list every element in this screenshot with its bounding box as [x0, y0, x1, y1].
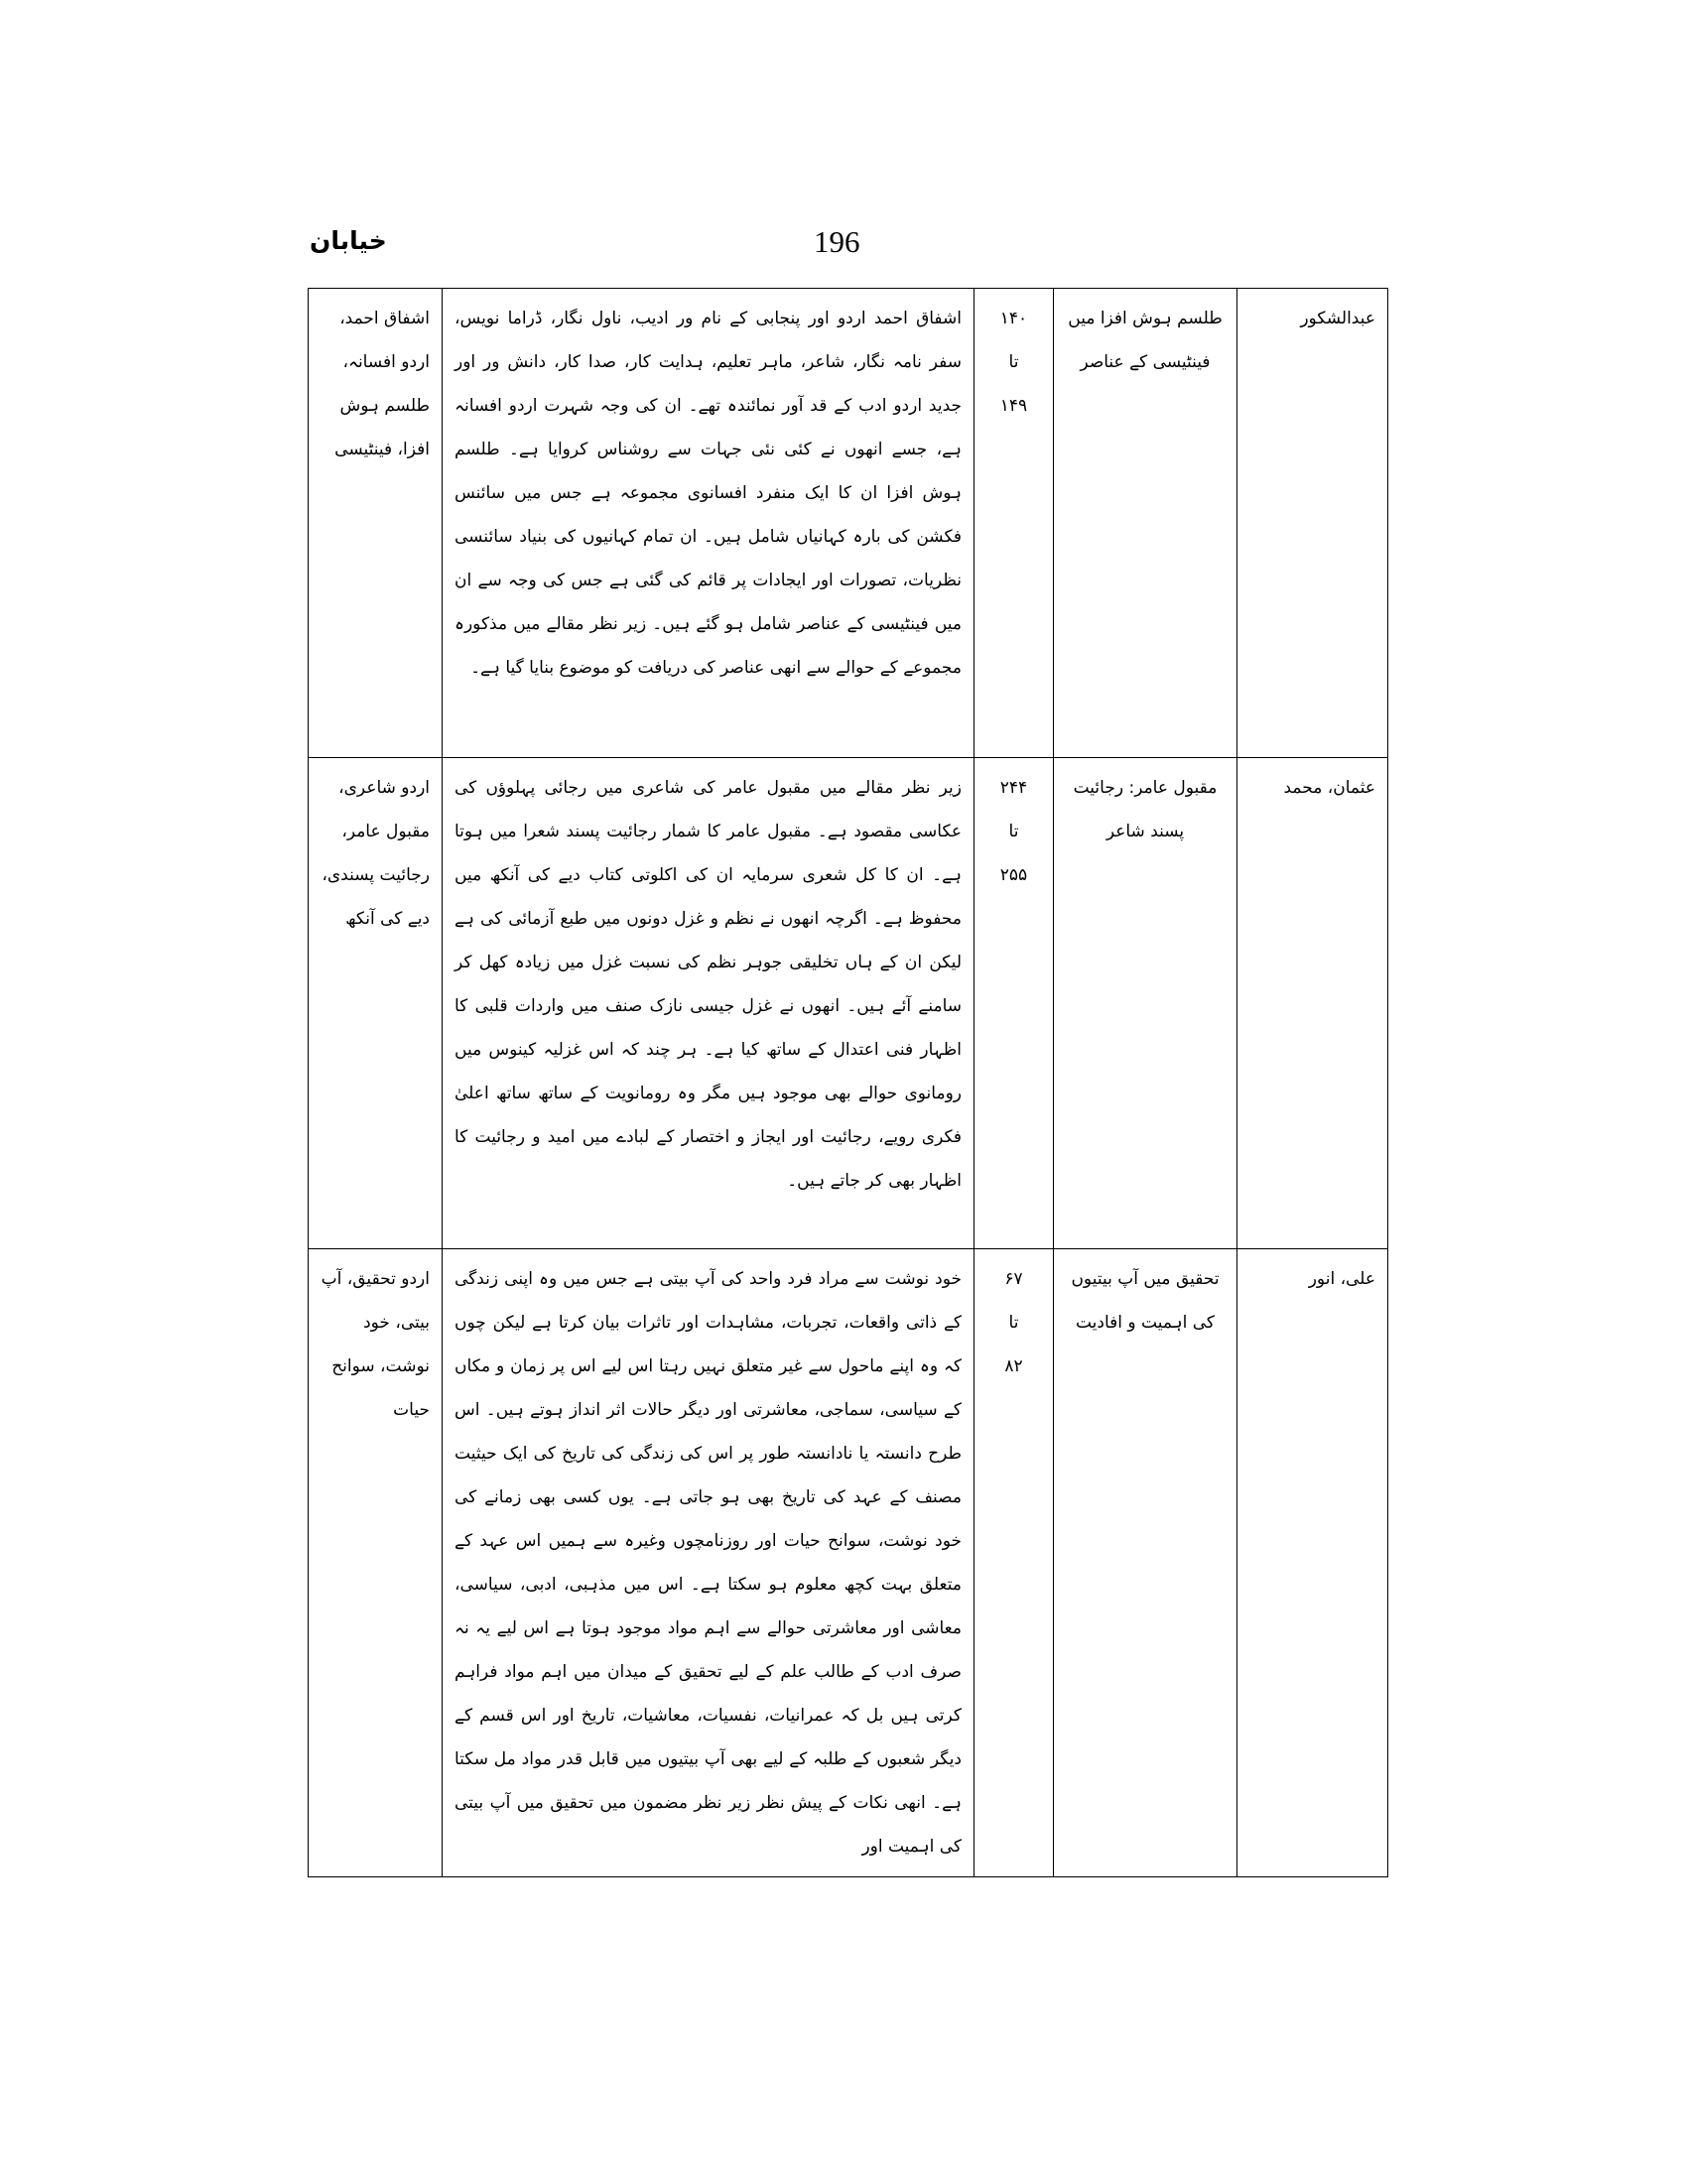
author-cell: عثمان، محمد [1237, 758, 1388, 1249]
title-cell: طلسم ہوش افزا میں فینٹیسی کے عناصر [1054, 289, 1237, 758]
keywords-cell: اردو تحقیق، آپ بیتی، خود نوشت، سوانح حیات [309, 1249, 443, 1877]
page-to: تا [1008, 352, 1019, 372]
table-row [309, 758, 1388, 1249]
page-start: ۱۴۰ [999, 309, 1028, 328]
page-number: 196 [814, 224, 860, 259]
page-start: ۶۷ [1004, 1269, 1023, 1289]
pages-cell [974, 758, 1054, 1249]
page-end: ۸۲ [1004, 1356, 1023, 1376]
article-index-table [308, 288, 1388, 1877]
page-start: ۲۴۴ [999, 778, 1028, 798]
table-row [309, 289, 1388, 758]
title-cell: تحقیق میں آپ بیتیوں کی اہمیت و افادیت [1054, 1249, 1237, 1877]
keywords-cell: اشفاق احمد، اردو افسانہ، طلسم ہوش افزا، فینٹیسی [309, 289, 443, 758]
title-cell: مقبول عامر: رجائیت پسند شاعر [1054, 758, 1237, 1249]
journal-name: خیابان [310, 226, 387, 255]
table-row [309, 1249, 1388, 1877]
pages-cell [974, 289, 1054, 758]
page-to: تا [1008, 822, 1019, 841]
author-cell: عبدالشکور [1237, 289, 1388, 758]
pages-cell [974, 1249, 1054, 1877]
page-end: ۱۴۹ [999, 396, 1028, 416]
page-to: تا [1008, 1313, 1019, 1333]
abstract-cell: خود نوشت سے مراد فرد واحد کی آپ بیتی ہے جس میں وہ اپنی زندگی کے ذاتی واقعات، تجربات، مشاہدات اور تاثرات بیان کرتا ہے لیکن چوں کہ وہ اپنے ماحول سے غیر متعلق نہیں رہتا اس لیے اس پر زمان و مکاں کے سیاسی، سماجی، معاشرتی اور دیگر حالات اثر انداز ہوتے ہیں۔ اس طرح دانستہ یا نادانستہ طور پر اس کی زندگی کی تاریخ کی ایک حیثیت مصنف کے عہد کی تاریخ بھی ہو جاتی ہے۔ یوں کسی بھی زمانے کی خود نوشت، سوانح حیات اور روزنامچوں وغیرہ سے ہمیں اس عہد کے متعلق بہت کچھ معلوم ہو سکتا ہے۔ اس میں مذہبی، ادبی، سیاسی، معاشی اور معاشرتی حوالے سے اہم مواد موجود ہوتا ہے اس لیے یہ نہ صرف ادب کے طالب علم کے لیے تحقیق کے میدان میں اہم مواد فراہم کرتی ہیں بل کہ عمرانیات، نفسیات، معاشیات، تاریخ اور اس قسم کے دیگر شعبوں کے طلبہ کے لیے بھی آپ بیتیوں میں قابل قدر مواد مل سکتا ہے۔ انھی نکات کے پیش نظر زیر نظر مضمون میں تحقیق میں آپ بیتی کی اہمیت اور [443, 1249, 974, 1877]
abstract-cell: زیر نظر مقالے میں مقبول عامر کی شاعری میں رجائی پہلوؤں کی عکاسی مقصود ہے۔ مقبول عامر کا شمار رجائیت پسند شعرا میں ہوتا ہے۔ ان کا کل شعری سرمایہ ان کی اکلوتی کتاب دیے کی آنکھ میں محفوظ ہے۔ اگرچہ انھوں نے نظم و غزل دونوں میں طبع آزمائی کی ہے لیکن ان کے ہاں تخلیقی جوہر نظم کی نسبت غزل میں زیادہ کھل کر سامنے آئے ہیں۔ انھوں نے غزل جیسی نازک صنف میں واردات قلبی کا اظہار فنی اعتدال کے ساتھ کیا ہے۔ ہر چند کہ اس غزلیہ کینوس میں رومانوی حوالے بھی موجود ہیں مگر وہ رومانویت کے ساتھ ساتھ اعلیٰ فکری رویے، رجائیت اور ایجاز و اختصار کے لبادے میں امید و رجائیت کا اظہار بھی کر جاتے ہیں۔ [443, 758, 974, 1249]
page-end: ۲۵۵ [999, 865, 1028, 885]
keywords-cell: اردو شاعری، مقبول عامر، رجائیت پسندی، دیے کی آنکھ [309, 758, 443, 1249]
abstract-cell: اشفاق احمد اردو اور پنجابی کے نام ور ادیب، ناول نگار، ڈراما نویس، سفر نامہ نگار، شاعر، ماہر تعلیم، ہدایت کار، صدا کار، دانش ور اور جدید اردو ادب کے قد آور نمائندہ تھے۔ ان کی وجہ شہرت اردو افسانہ ہے، جسے انھوں نے کئی نئی جہات سے روشناس کروایا ہے۔ طلسم ہوش افزا ان کا ایک منفرد افسانوی مجموعہ ہے جس میں سائنس فکشن کی بارہ کہانیاں شامل ہیں۔ ان تمام کہانیوں کی بنیاد سائنسی نظریات، تصورات اور ایجادات پر قائم کی گئی ہے جس کی وجہ سے ان میں فینٹیسی کے عناصر شامل ہو گئے ہیں۔ زیر نظر مقالے میں مذکورہ مجموعے کے حوالے سے انھی عناصر کی دریافت کو موضوع بنایا گیا ہے۔ [443, 289, 974, 758]
author-cell: علی، انور [1237, 1249, 1388, 1877]
